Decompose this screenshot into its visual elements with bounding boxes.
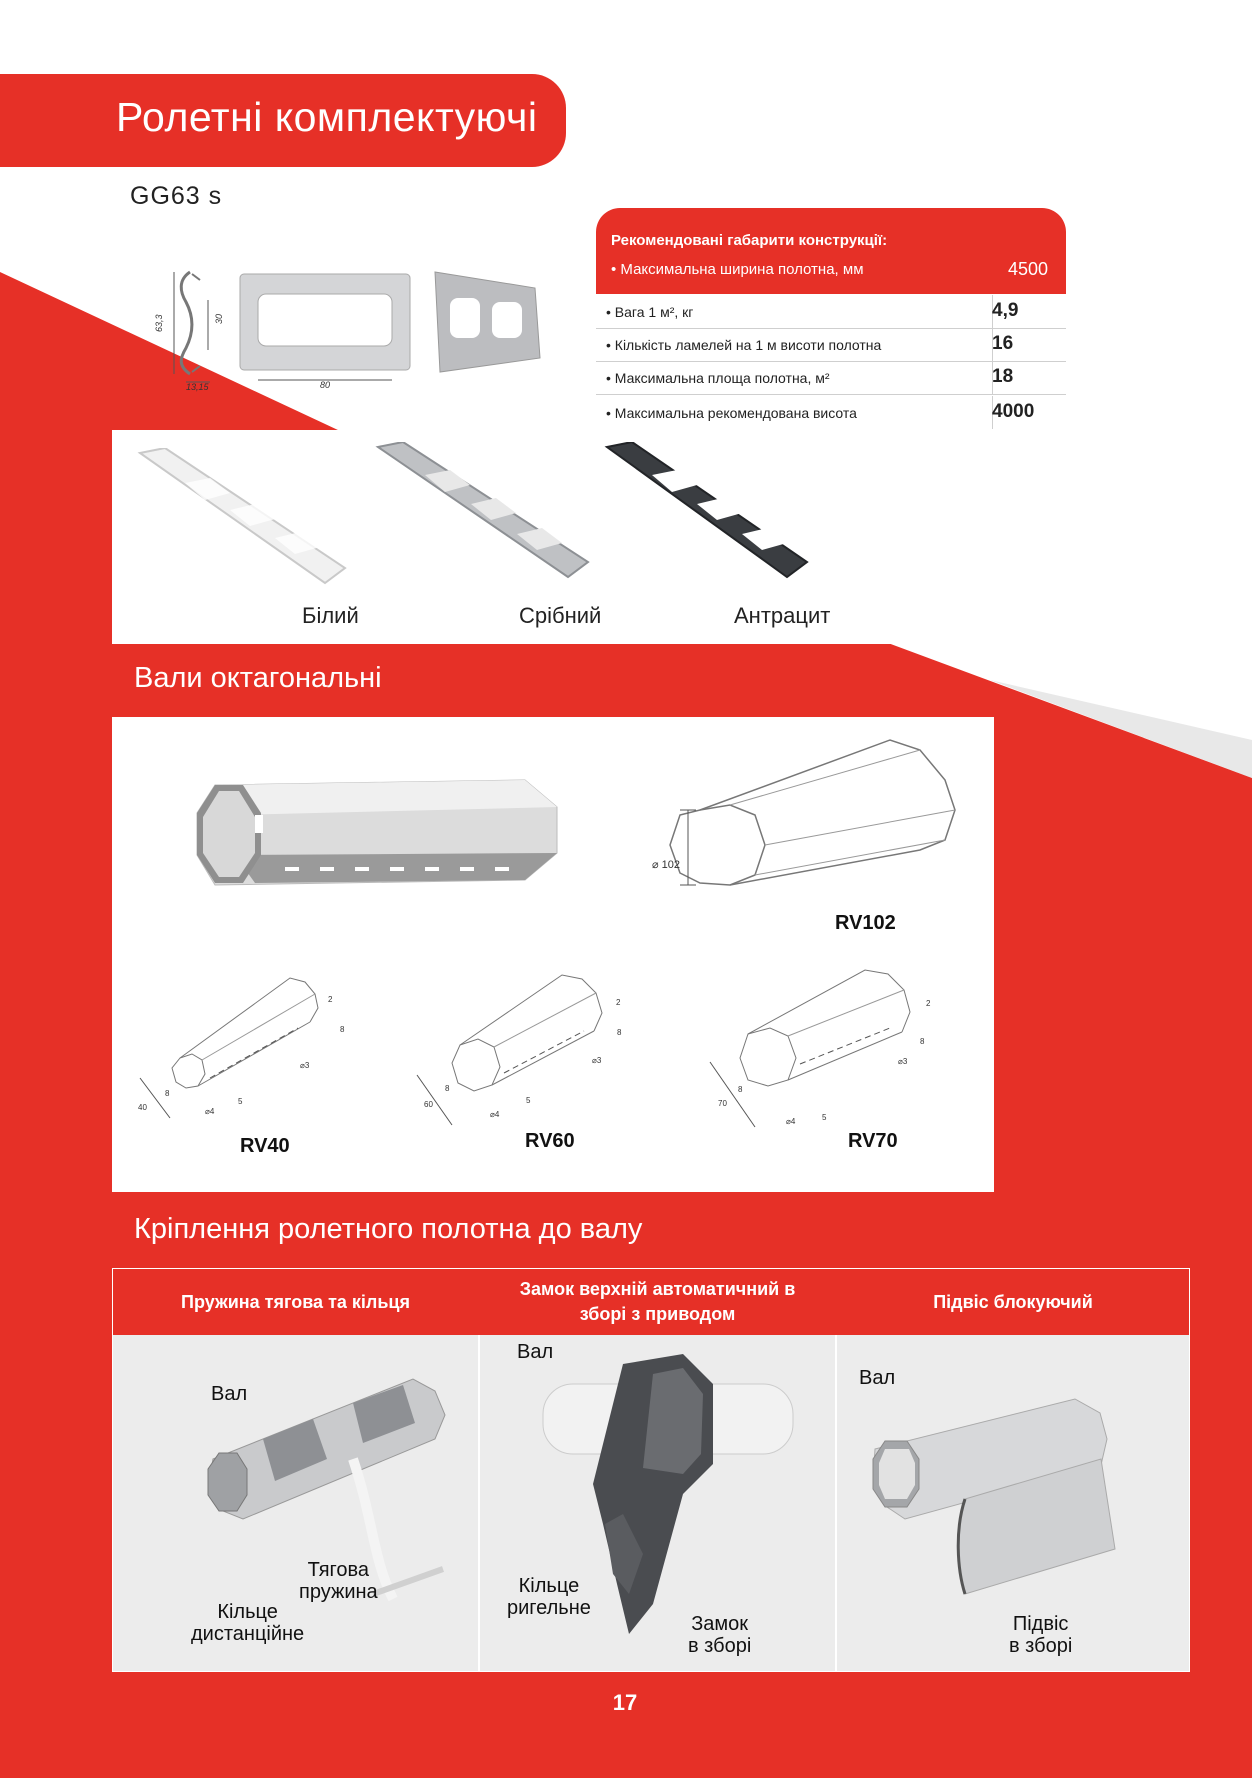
color-label-white: Білий [302, 603, 359, 628]
spec-row [596, 295, 1066, 329]
mount-label-ring-bolt: Кільце ригельне [507, 1575, 591, 1619]
rv40-dim-d1: 8 [165, 1089, 170, 1098]
spec-row [596, 396, 1066, 429]
spec-row-label: • Кількість ламелей на 1 м висоти полотна [606, 337, 882, 353]
mount-label-shaft-2: Вал [517, 1341, 554, 1363]
rv70-dim-size: 70 [718, 1099, 727, 1108]
mount-label-shaft-1: Вал [211, 1383, 248, 1405]
dim-inner-label: 30 [214, 313, 224, 324]
spec-header-title: Рекомендовані габарити конструкції: [611, 232, 888, 249]
dim-length-label: 80 [320, 380, 331, 390]
shaft-label-rv70: RV70 [848, 1130, 898, 1152]
mounting-section-title: Кріплення ролетного полотна до валу [134, 1213, 643, 1245]
mount-label-hanger-assembled: Підвіс в зборі [1009, 1613, 1073, 1657]
spec-table [596, 208, 1066, 436]
dim-width-label: 13,15 [186, 382, 209, 392]
rv70-dim-d4: ⌀3 [898, 1057, 908, 1066]
rv60-dim-d4: ⌀3 [592, 1056, 602, 1065]
mounting-panel [112, 1268, 1190, 1672]
rv60-dim-size: 60 [424, 1100, 433, 1109]
rv70-dim-t2: 8 [920, 1037, 925, 1046]
rv60-dim-t1: 2 [616, 998, 621, 1007]
rv70-dim-d2: 5 [822, 1113, 827, 1122]
mounting-header-row [113, 1269, 1189, 1335]
rv40-dim-t2: 8 [340, 1025, 345, 1034]
rv70-drawing [700, 962, 945, 1132]
shaft-label-rv60: RV60 [525, 1130, 575, 1152]
mount-label-lock-assembled: Замок в зборі [688, 1613, 752, 1657]
rv70-dim-t1: 2 [926, 999, 931, 1008]
shaft-photo [195, 775, 565, 890]
product-code: GG63 s [130, 182, 223, 210]
slat-white-image [135, 448, 350, 598]
spec-row-value: 4000 [992, 401, 1035, 422]
spec-max-width-label: • Максимальна ширина полотна, мм [611, 261, 864, 278]
rv70-dim-d3: ⌀4 [786, 1117, 796, 1126]
spec-row-label: • Максимальна рекомендована висота [606, 405, 857, 421]
page-title-tab [0, 74, 566, 167]
rv40-dim-size: 40 [138, 1103, 147, 1112]
color-label-anthracite: Антрацит [734, 603, 831, 628]
dim-height-label: 63,3 [154, 314, 164, 332]
rv40-drawing [130, 968, 360, 1128]
color-label-silver: Срібний [519, 603, 602, 628]
slat-anthracite-image [602, 442, 812, 592]
rv60-dim-d3: ⌀4 [490, 1110, 500, 1119]
spec-row-label: • Вага 1 м², кг [606, 304, 694, 320]
spec-row-value: 16 [992, 333, 1014, 354]
mount-label-spring: Тягова пружина [299, 1559, 378, 1603]
page-title: Ролетні комплектуючі [116, 94, 538, 140]
spec-row-label: • Максимальна площа полотна, м² [606, 370, 830, 386]
profile-drawing [150, 262, 550, 392]
mount-header-hanger: Підвіс блокуючий [933, 1291, 1093, 1312]
mount-label-ring-spacer: Кільце дистанційне [191, 1601, 305, 1645]
rv60-dim-t2: 8 [617, 1028, 622, 1037]
shafts-section-title: Вали октагональні [134, 662, 382, 694]
mount-header-lock: Замок верхній автоматичний в зборі з приводом [519, 1279, 796, 1324]
shaft-label-rv40: RV40 [240, 1135, 290, 1157]
rv40-dim-d2: 5 [238, 1097, 243, 1106]
rv60-dim-d1: 8 [445, 1084, 450, 1093]
rv60-drawing [412, 965, 642, 1130]
rv40-dim-d4: ⌀3 [300, 1061, 310, 1070]
spec-row-value: 18 [992, 366, 1014, 387]
spec-row [596, 361, 1066, 395]
mount-label-shaft-3: Вал [859, 1367, 896, 1389]
rv102-drawing [640, 735, 970, 930]
page-number: 17 [612, 1690, 638, 1715]
rv102-dim: ⌀ 102 [652, 859, 681, 871]
rv60-dim-d2: 5 [526, 1096, 531, 1105]
spec-max-width-value: 4500 [1007, 259, 1048, 279]
spec-row [596, 328, 1066, 362]
spec-row-value: 4,9 [992, 300, 1019, 321]
shaft-label-rv102: RV102 [835, 912, 896, 934]
rv70-dim-d1: 8 [738, 1085, 743, 1094]
mount-header-spring: Пружина тягова та кільця [181, 1291, 410, 1312]
rv40-dim-d3: ⌀4 [205, 1107, 215, 1116]
blocking-hanger-illustration [865, 1379, 1175, 1649]
slat-silver-image [373, 442, 593, 592]
spec-header [596, 208, 1066, 294]
rv40-dim-t1: 2 [328, 995, 333, 1004]
